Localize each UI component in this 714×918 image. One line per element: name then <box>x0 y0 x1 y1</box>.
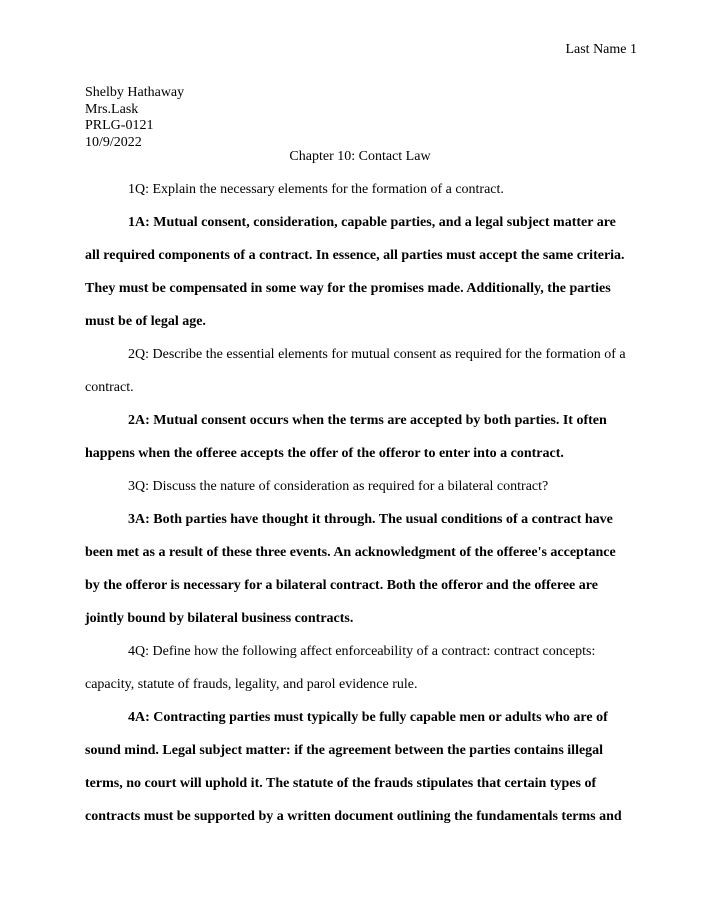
text-line: happens when the offeree accepts the offer of the offeror to enter into a contract. <box>85 446 564 461</box>
question-paragraph <box>85 470 645 503</box>
heading-block <box>85 85 184 151</box>
teacher-name: Mrs.Lask <box>85 101 139 117</box>
text-line: 3A: Both parties have thought it through. The usual conditions of a contract have <box>128 512 613 527</box>
course-code: PRLG-0121 <box>85 118 154 133</box>
answer-paragraph <box>85 701 645 833</box>
text-line: been met as a result of these three events. An acknowledgment of the offeree's acceptance <box>85 545 616 560</box>
text-line: by the offeror is necessary for a bilateral contract. Both the offeror and the offeree are <box>85 578 598 593</box>
text-line: 2A: Mutual consent occurs when the terms are accepted by both parties. It often <box>128 413 607 428</box>
text-line: 1Q: Explain the necessary elements for the formation of a contract. <box>128 182 504 197</box>
question-paragraph <box>85 338 645 404</box>
text-line: contracts must be supported by a written document outlining the fundamentals terms and <box>85 809 622 824</box>
text-line: 3Q: Discuss the nature of consideration as required for a bilateral contract? <box>128 479 549 494</box>
text-line: jointly bound by bilateral business contracts. <box>85 611 354 626</box>
text-line: 2Q: Describe the essential elements for mutual consent as required for the formation of a <box>128 347 626 362</box>
text-line: terms, no court will uphold it. The statute of the frauds stipulates that certain types of <box>85 776 597 791</box>
text-line: 1A: Mutual consent, consideration, capable parties, and a legal subject matter are <box>128 215 616 230</box>
body-text <box>85 173 645 833</box>
text-line: contract. <box>85 380 134 395</box>
running-head: Last Name 1 <box>565 42 637 57</box>
text-line: sound mind. Legal subject matter: if the agreement between the parties contains illegal <box>85 743 604 758</box>
document-title: Chapter 10: Contact Law <box>289 149 431 164</box>
answer-paragraph <box>85 206 645 338</box>
text-line: They must be compensated in some way for the promises made. Additionally, the parties <box>85 281 611 296</box>
text-line: capacity, statute of frauds, legality, and parol evidence rule. <box>85 677 418 692</box>
answer-paragraph <box>85 503 645 635</box>
question-paragraph <box>85 635 645 701</box>
text-line: must be of legal age. <box>85 314 206 329</box>
answer-paragraph <box>85 404 645 470</box>
document-date: 10/9/2022 <box>85 134 142 150</box>
text-line: 4Q: Define how the following affect enforceability of a contract: contract concepts: <box>128 644 596 659</box>
question-paragraph <box>85 173 645 206</box>
text-line: 4A: Contracting parties must typically be fully capable men or adults who are of <box>128 710 608 725</box>
student-name: Shelby Hathaway <box>85 85 185 100</box>
text-line: all required components of a contract. In essence, all parties must accept the same criteria. <box>85 248 625 263</box>
